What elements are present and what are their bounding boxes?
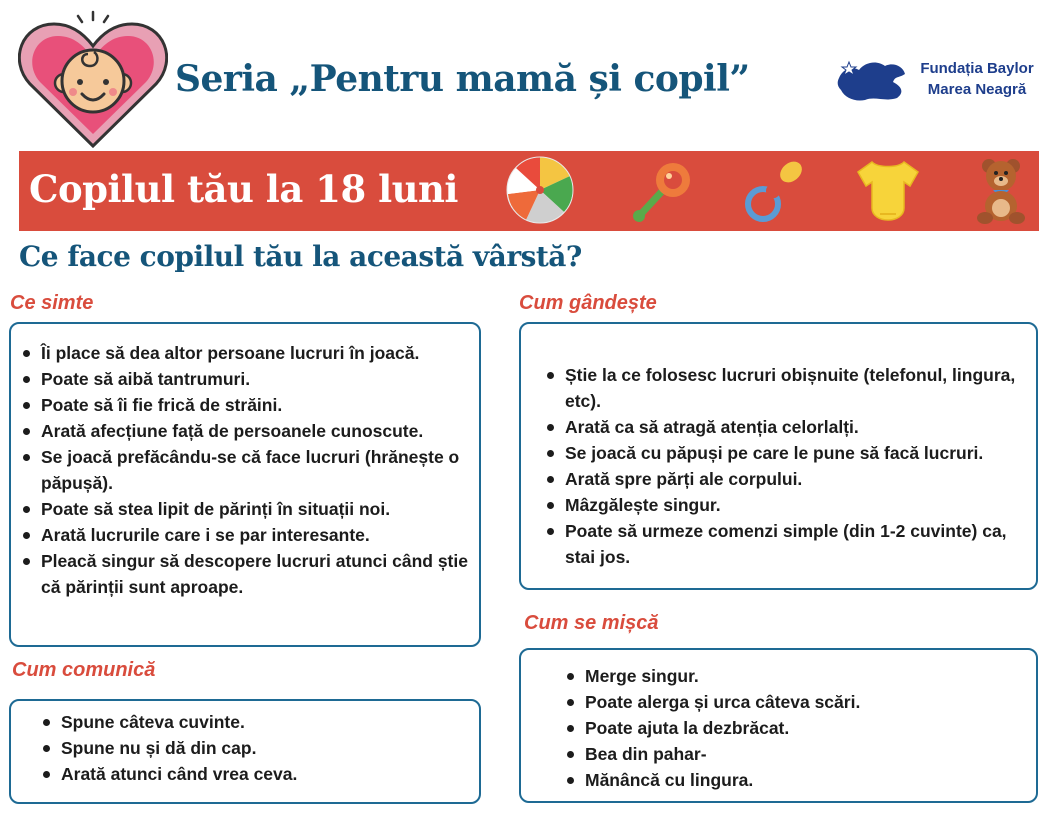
foundation-logo — [835, 56, 1045, 106]
list-item: Poate să îi fie frică de străini. — [21, 392, 473, 418]
list-item: Îi place să dea altor persoane lucruri în joacă. — [21, 340, 473, 366]
list-item: Merge singur. — [565, 663, 1025, 689]
list-item: Poate alerga și urca câteva scări. — [565, 689, 1025, 715]
black-sea-map-icon — [835, 56, 909, 106]
baby-heart-logo — [18, 6, 168, 148]
list-item: Poate să urmeze comenzi simple (din 1-2 cuvinte) ca, stai jos. — [545, 518, 1030, 570]
onesie-icon — [852, 154, 924, 226]
list-item: Mănâncă cu lingura. — [565, 767, 1025, 793]
list-feels — [21, 340, 473, 600]
foundation-line-1: Fundația Baylor — [920, 60, 1034, 77]
list-item: Știe la ce folosesc lucruri obișnuite (telefonul, lingura, etc). — [545, 362, 1030, 414]
teddy-bear-icon — [965, 154, 1037, 226]
series-title: Seria „Pentru mamă și copil” — [175, 58, 750, 100]
banner-title: Copilul tău la 18 luni — [29, 167, 458, 211]
list-moves — [565, 663, 1025, 793]
list-item: Arată spre părți ale corpului. — [545, 466, 1030, 492]
list-item: Arată afecțiune față de persoanele cunoscute. — [21, 418, 473, 444]
foundation-line-2: Marea Neagră — [927, 81, 1027, 98]
heading-thinks: Cum gândește — [519, 292, 657, 314]
list-item: Pleacă singur să descopere lucruri atunci când știe că părinții sunt aproape. — [21, 548, 473, 600]
list-thinks — [545, 362, 1030, 570]
list-item: Arată ca să atragă atenția celorlalți. — [545, 414, 1030, 440]
list-item: Se joacă cu păpuși pe care le pune să facă lucruri. — [545, 440, 1030, 466]
list-item: Poate să stea lipit de părinți în situații noi. — [21, 496, 473, 522]
box-communicates — [9, 699, 481, 804]
foundation-name — [909, 58, 1045, 100]
box-feels — [9, 322, 481, 647]
age-banner — [19, 151, 1039, 231]
list-item: Se joacă prefăcându-se că face lucruri (hrănește o păpușă). — [21, 444, 473, 496]
pacifier-icon — [739, 154, 811, 226]
list-item: Arată lucrurile care i se par interesante. — [21, 522, 473, 548]
baby-face-icon — [18, 6, 168, 148]
rattle-icon — [627, 154, 699, 226]
ball-icon — [504, 154, 576, 226]
box-thinks — [519, 322, 1038, 590]
list-item: Bea din pahar- — [565, 741, 1025, 767]
list-item: Mâzgălește singur. — [545, 492, 1030, 518]
list-item: Spune nu și dă din cap. — [41, 735, 471, 761]
list-item: Poate ajuta la dezbrăcat. — [565, 715, 1025, 741]
heading-feels: Ce simte — [10, 292, 94, 314]
heading-communicates: Cum comunică — [12, 659, 156, 681]
box-moves — [519, 648, 1038, 803]
list-item: Poate să aibă tantrumuri. — [21, 366, 473, 392]
list-communicates — [41, 709, 471, 787]
list-item: Spune câteva cuvinte. — [41, 709, 471, 735]
main-question: Ce face copilul tău la această vârstă? — [19, 240, 582, 273]
heading-moves: Cum se mișcă — [524, 612, 659, 634]
list-item: Arată atunci când vrea ceva. — [41, 761, 471, 787]
